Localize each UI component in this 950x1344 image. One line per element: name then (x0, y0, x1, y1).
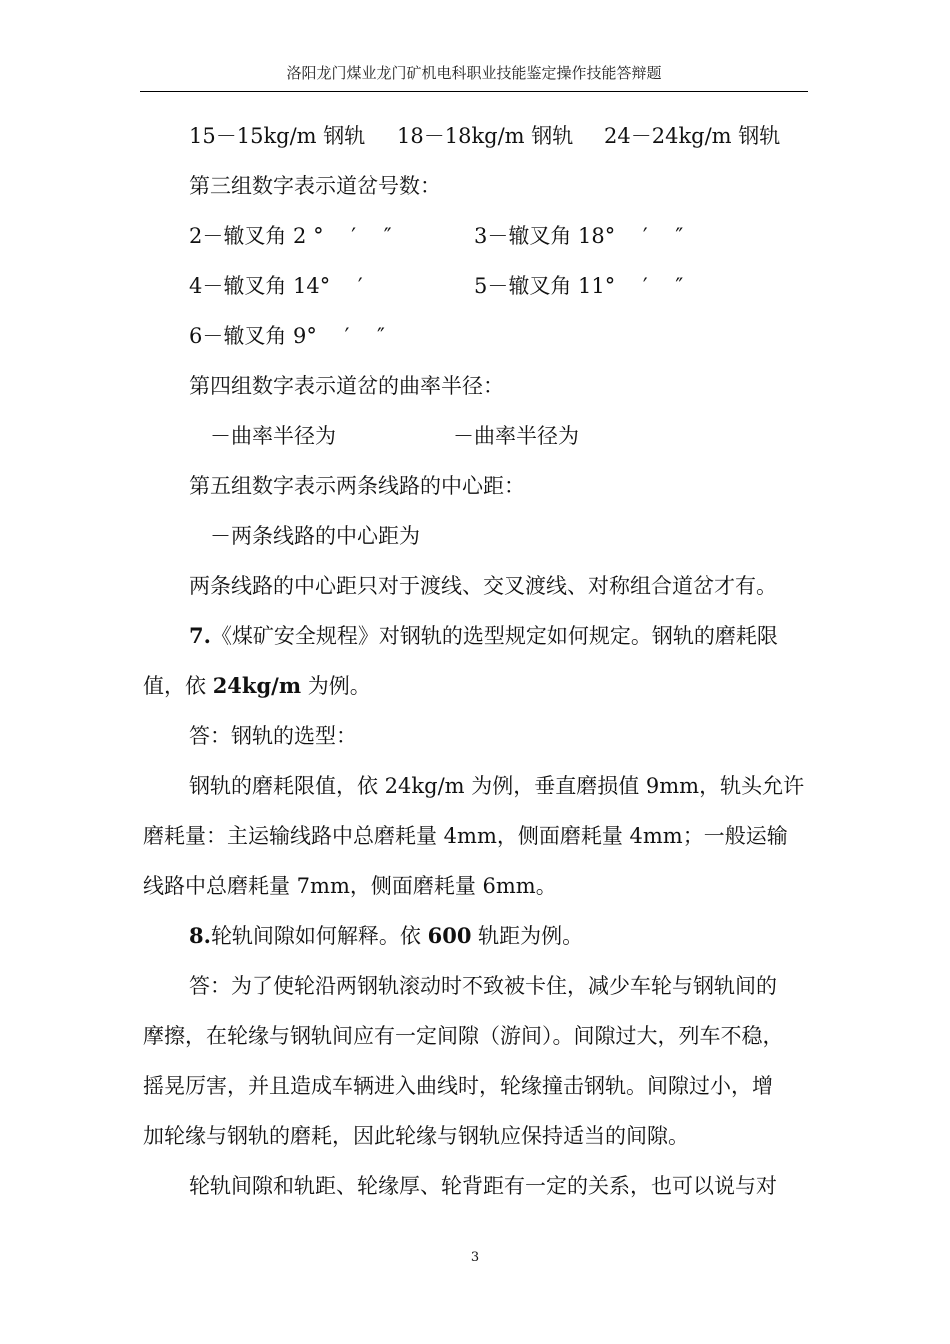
center-distance: －两条线路的中心距为 (210, 524, 420, 548)
question-8 (189, 921, 583, 951)
question-8-bold: 600 (427, 923, 472, 948)
question-8-text-a: 轮轨间隙如何解释。依 (210, 924, 428, 948)
question-7-line2-c: 为例。 (301, 674, 371, 698)
question-8-number: 8. (189, 923, 211, 948)
answer-7-line2: 钢轨的磨耗限值，依 24kg/m 为例，垂直磨损值 9mm，轨头允许 (189, 774, 805, 798)
frog-angle-2: 2－辙叉角 2 ° ′ ″ (189, 224, 392, 248)
question-7 (189, 621, 778, 651)
answer-7-line1: 答：钢轨的选型： (189, 724, 357, 748)
question-7-line2 (143, 671, 371, 701)
frog-angle-5: 5－辙叉角 11° ′ ″ (474, 274, 684, 298)
frog-angle-4: 4－辙叉角 14° ′ (189, 274, 363, 298)
page-header: 洛阳龙门煤业龙门矿机电科职业技能鉴定操作技能答辩题 (286, 64, 662, 82)
header-rule (140, 91, 808, 92)
question-7-line2-bold: 24kg/m (212, 673, 302, 698)
curve-radius-a: －曲率半径为 (210, 424, 336, 448)
curve-radius-b: －曲率半径为 (453, 424, 579, 448)
group4-heading: 第四组数字表示道岔的曲率半径： (189, 374, 504, 398)
answer-7-line3: 磨耗量：主运输线路中总磨耗量 4mm，侧面磨耗量 4mm；一般运输 (143, 824, 788, 848)
group3-heading: 第三组数字表示道岔号数： (189, 174, 441, 198)
frog-angle-6: 6－辙叉角 9° ′ ″ (189, 324, 385, 348)
page-number: 3 (470, 1250, 480, 1265)
answer-8-line5: 轮轨间隙和轨距、轮缘厚、轮背距有一定的关系，也可以说与对 (189, 1174, 777, 1198)
rail-type-15: 15－15kg/m 钢轨 (189, 124, 366, 148)
answer-8-line2: 摩擦，在轮缘与钢轨间应有一定间隙（游间）。间隙过大，列车不稳， (143, 1024, 784, 1048)
question-7-line2-a: 值，依 (143, 674, 213, 698)
rail-type-24: 24－24kg/m 钢轨 (604, 124, 781, 148)
group5-heading: 第五组数字表示两条线路的中心距： (189, 474, 525, 498)
center-distance-note: 两条线路的中心距只对于渡线、交叉渡线、对称组合道岔才有。 (189, 574, 777, 598)
question-8-text-c: 轨距为例。 (471, 924, 584, 948)
question-7-number: 7. (189, 623, 211, 648)
answer-7-line4: 线路中总磨耗量 7mm，侧面磨耗量 6mm。 (143, 874, 557, 898)
rail-type-18: 18－18kg/m 钢轨 (397, 124, 574, 148)
frog-angle-3: 3－辙叉角 18° ′ ″ (474, 224, 684, 248)
answer-8-line4: 加轮缘与钢轨的磨耗，因此轮缘与钢轨应保持适当的间隙。 (143, 1124, 689, 1148)
answer-8-line3: 摇晃厉害，并且造成车辆进入曲线时，轮缘撞击钢轨。间隙过小，增 (143, 1074, 773, 1098)
question-7-text: 《煤矿安全规程》对钢轨的选型规定如何规定。钢轨的磨耗限 (210, 624, 778, 648)
answer-8-line1: 答：为了使轮沿两钢轨滚动时不致被卡住，减少车轮与钢轨间的 (189, 974, 777, 998)
